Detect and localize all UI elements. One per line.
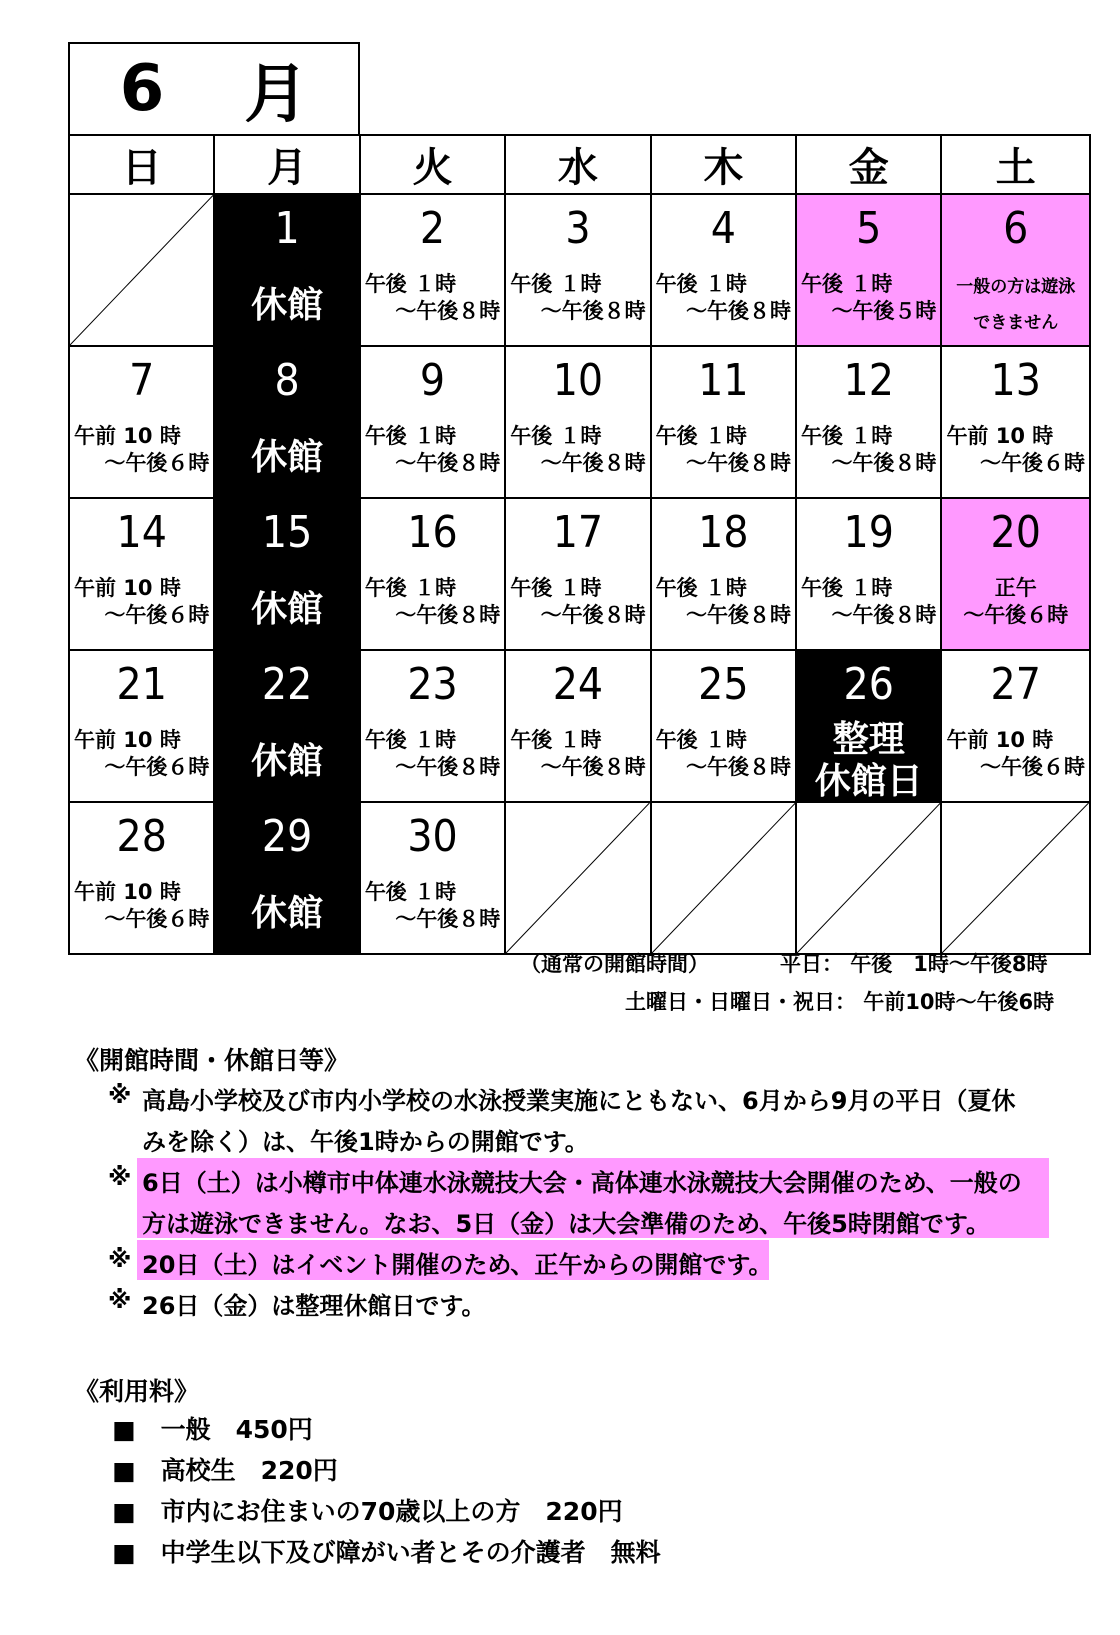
opening-hours-end: ～午後８時: [686, 451, 792, 475]
fees-section-title: 《利用料》: [74, 1377, 200, 1406]
empty-day-cell: [651, 802, 796, 954]
opening-hours-end: ～午後８時: [540, 451, 646, 475]
note-mark: ※: [108, 1163, 132, 1191]
weekday-header-row: [69, 135, 1090, 194]
opening-hours-end: ～午後８時: [395, 299, 501, 323]
note-mark: ※: [108, 1286, 132, 1314]
opening-hours: [652, 271, 795, 325]
day-cell: [651, 194, 796, 346]
opening-hours-start: 午前 10 時: [946, 728, 1054, 752]
day-cell: [505, 346, 650, 498]
day-cell: [214, 498, 359, 650]
day-cell: [941, 650, 1090, 802]
fee-item-free: ■ 中学生以下及び障がい者とその介護者 無料: [112, 1538, 661, 1567]
day-cell: [360, 650, 505, 802]
opening-hours-start: 午後 １時: [364, 424, 457, 448]
opening-hours-start: 午前 10 時: [946, 424, 1054, 448]
opening-hours-start: 午後 １時: [801, 424, 893, 448]
opening-hours-end: ～午後６時: [980, 755, 1085, 779]
note-1-line-2: みを除く）は、午後1時からの開館です。: [142, 1128, 589, 1156]
opening-hours-start: 午後 １時: [364, 728, 457, 752]
note-4-line-1: 26日（金）は整理休館日です。: [142, 1292, 486, 1320]
day-number: 21: [116, 659, 167, 710]
closed-label: 休館: [251, 437, 324, 478]
day-cell: [796, 346, 941, 498]
opening-hours: [506, 575, 649, 629]
opening-hours-start: 午後 １時: [510, 424, 602, 448]
opening-hours-start: 午後 １時: [655, 576, 747, 600]
day-note-line-1: 一般の方は遊泳: [956, 277, 1076, 297]
day-number: 30: [407, 811, 458, 862]
day-number: 7: [129, 355, 155, 406]
opening-hours-start: 午後 １時: [510, 272, 602, 296]
day-number: 15: [261, 507, 313, 558]
calendar-week-row: [69, 498, 1090, 650]
month-label: 月: [244, 58, 309, 132]
opening-hours-start: 午後 １時: [655, 728, 747, 752]
day-number: 13: [990, 355, 1041, 406]
day-cell: [69, 802, 214, 954]
hours-section-title: 《開館時間・休館日等》: [74, 1046, 350, 1075]
day-cell: [505, 650, 650, 802]
note-2-line-1: 6日（土）は小樽市中体連水泳競技大会・高体連水泳競技大会開催のため、一般の: [142, 1169, 1022, 1197]
day-number: 6: [1003, 203, 1029, 254]
day-number: 28: [116, 811, 167, 862]
day-cell: [796, 498, 941, 650]
opening-hours: [652, 727, 795, 781]
opening-hours-end: ～午後６時: [104, 603, 210, 627]
opening-hours-end: ～午後６時: [104, 755, 210, 779]
opening-hours-start: 午後 １時: [364, 272, 457, 296]
opening-hours: [361, 879, 504, 933]
opening-hours-start: 午後 １時: [364, 576, 457, 600]
closed-label-line-2: 休館日: [814, 761, 923, 802]
opening-hours: [70, 575, 213, 629]
opening-hours: [361, 575, 504, 629]
opening-hours-start: 正午: [994, 576, 1037, 600]
day-number: 9: [419, 355, 446, 406]
opening-hours: [506, 727, 649, 781]
weekday-header: 火: [360, 135, 505, 194]
opening-hours-start: 午前 10 時: [74, 576, 181, 600]
day-number: 4: [710, 203, 736, 254]
day-cell: [214, 650, 359, 802]
day-number: 5: [856, 203, 882, 254]
day-cell: [360, 194, 505, 346]
day-note-line-2: できません: [973, 313, 1059, 333]
calendar-week-row: [69, 194, 1090, 346]
opening-hours-end: ～午後８時: [540, 299, 646, 323]
opening-hours: [942, 575, 1089, 629]
diagonal-slash-icon: [797, 803, 940, 953]
opening-hours-end: ～午後８時: [686, 299, 792, 323]
note-2-line-2: 方は遊泳できません。なお、5日（金）は大会準備のため、午後5時閉館です。: [142, 1210, 990, 1238]
empty-day-cell: [69, 194, 214, 346]
opening-hours: [942, 727, 1089, 781]
note-3-line-1: 20日（土）はイベント開催のため、正午からの開館です。: [142, 1251, 773, 1279]
day-cell: [214, 194, 359, 346]
opening-hours-start: 午後 １時: [510, 728, 602, 752]
day-number: 12: [843, 355, 894, 406]
opening-hours: [797, 271, 940, 325]
day-cell: [941, 346, 1090, 498]
opening-hours-start: 午後 １時: [510, 576, 602, 600]
day-number: 20: [990, 507, 1041, 558]
weekday-header: 土: [941, 135, 1090, 194]
month-title: [68, 42, 360, 136]
day-cell: [69, 650, 214, 802]
opening-hours-start: 午後 １時: [655, 424, 747, 448]
opening-hours-end: ～午後８時: [395, 451, 501, 475]
opening-hours: [506, 423, 649, 477]
opening-hours-end: ～午後５時: [831, 299, 937, 323]
day-number: 18: [698, 507, 749, 558]
closed-label: [815, 719, 923, 802]
day-number: 2: [419, 203, 446, 254]
opening-hours-end: ～午後８時: [540, 603, 646, 627]
day-cell: [69, 346, 214, 498]
weekday-header: 金: [796, 135, 941, 194]
opening-hours-start: 午前 10 時: [74, 424, 181, 448]
month-number: 6: [119, 52, 165, 126]
calendar-grid: [68, 134, 1091, 955]
day-number: 1: [274, 203, 300, 254]
day-cell: [651, 650, 796, 802]
opening-hours-end: ～午後８時: [395, 603, 501, 627]
opening-hours-start: 午前 10 時: [74, 880, 181, 904]
day-number: 3: [565, 203, 591, 254]
opening-hours-start: 午後 １時: [801, 576, 893, 600]
fee-item-high-school: ■ 高校生 220円: [112, 1456, 338, 1485]
fee-item-senior: ■ 市内にお住まいの70歳以上の方 220円: [112, 1497, 623, 1526]
day-cell: [214, 802, 359, 954]
opening-hours: [797, 575, 940, 629]
day-cell: [505, 498, 650, 650]
closed-label: 休館: [251, 285, 324, 326]
note-mark: ※: [108, 1245, 132, 1273]
day-cell: [360, 802, 505, 954]
day-cell: [651, 346, 796, 498]
day-number: 11: [698, 355, 749, 406]
closed-label: 休館: [251, 741, 324, 782]
opening-hours-end: ～午後６時: [104, 451, 210, 475]
opening-hours: [652, 575, 795, 629]
day-cell: [796, 194, 941, 346]
standard-hours-caption: （通常の開館時間）: [520, 952, 709, 976]
day-cell: [360, 498, 505, 650]
empty-day-cell: [796, 802, 941, 954]
day-number: 29: [261, 811, 313, 862]
day-number: 25: [698, 659, 749, 710]
day-number: 14: [116, 507, 167, 558]
opening-hours-end: ～午後８時: [686, 603, 792, 627]
opening-hours-end: ～午後６時: [980, 451, 1085, 475]
opening-hours-start: 午前 10 時: [74, 728, 181, 752]
closed-label-line-1: 整理: [832, 719, 905, 760]
diagonal-slash-icon: [506, 803, 649, 953]
opening-hours-start: 午後 １時: [801, 272, 893, 296]
opening-hours: [361, 423, 504, 477]
closed-label: 休館: [251, 589, 324, 630]
day-cell: [941, 498, 1090, 650]
diagonal-slash-icon: [942, 803, 1089, 953]
day-cell: [214, 346, 359, 498]
opening-hours: [942, 423, 1089, 477]
day-number: 8: [274, 355, 300, 406]
day-number: 24: [552, 659, 604, 710]
weekday-header: 日: [69, 135, 214, 194]
opening-hours-end: ～午後６時: [963, 603, 1069, 627]
opening-hours: [652, 423, 795, 477]
fee-item-general: ■ 一般 450円: [112, 1415, 313, 1444]
day-cell: [69, 498, 214, 650]
day-number: 26: [843, 659, 894, 710]
day-cell: [651, 498, 796, 650]
opening-hours: [70, 423, 213, 477]
standard-hours-weekday: 平日： 午後 1時～午後8時: [780, 952, 1048, 976]
diagonal-slash-icon: [70, 195, 213, 345]
day-number: 22: [261, 659, 313, 710]
note-1-line-1: 高島小学校及び市内小学校の水泳授業実施にともない、6月から9月の平日（夏休: [142, 1087, 1016, 1115]
weekday-header: 月: [214, 135, 359, 194]
day-cell: [796, 650, 941, 802]
day-number: 17: [552, 507, 604, 558]
standard-hours-weekend: 土曜日・日曜日・祝日： 午前10時～午後6時: [625, 990, 1055, 1014]
calendar-week-row: [69, 650, 1090, 802]
opening-hours: [506, 271, 649, 325]
day-number: 23: [407, 659, 458, 710]
weekday-header: 木: [651, 135, 796, 194]
opening-hours-end: ～午後８時: [540, 755, 646, 779]
weekday-header: 水: [505, 135, 650, 194]
empty-day-cell: [505, 802, 650, 954]
day-number: 19: [843, 507, 894, 558]
opening-hours: [361, 271, 504, 325]
opening-hours-end: ～午後８時: [395, 907, 501, 931]
day-number: 16: [407, 507, 458, 558]
calendar-week-row: [69, 346, 1090, 498]
opening-hours: [361, 727, 504, 781]
opening-hours-start: 午後 １時: [364, 880, 457, 904]
opening-hours-end: ～午後８時: [686, 755, 792, 779]
day-cell: [360, 346, 505, 498]
calendar-week-row: [69, 802, 1090, 954]
opening-hours: [797, 423, 940, 477]
opening-hours-start: 午後 １時: [655, 272, 747, 296]
day-number: 10: [552, 355, 604, 406]
empty-day-cell: [941, 802, 1090, 954]
opening-hours-end: ～午後８時: [831, 451, 937, 475]
note-mark: ※: [108, 1081, 132, 1109]
opening-hours-end: ～午後８時: [831, 603, 937, 627]
opening-hours: [70, 879, 213, 933]
diagonal-slash-icon: [652, 803, 795, 953]
closed-label: 休館: [251, 893, 324, 934]
opening-hours: [70, 727, 213, 781]
day-cell: [941, 194, 1090, 346]
opening-hours-end: ～午後６時: [104, 907, 210, 931]
day-note: [956, 269, 1075, 341]
opening-hours-end: ～午後８時: [395, 755, 501, 779]
day-number: 27: [990, 659, 1041, 710]
day-cell: [505, 194, 650, 346]
